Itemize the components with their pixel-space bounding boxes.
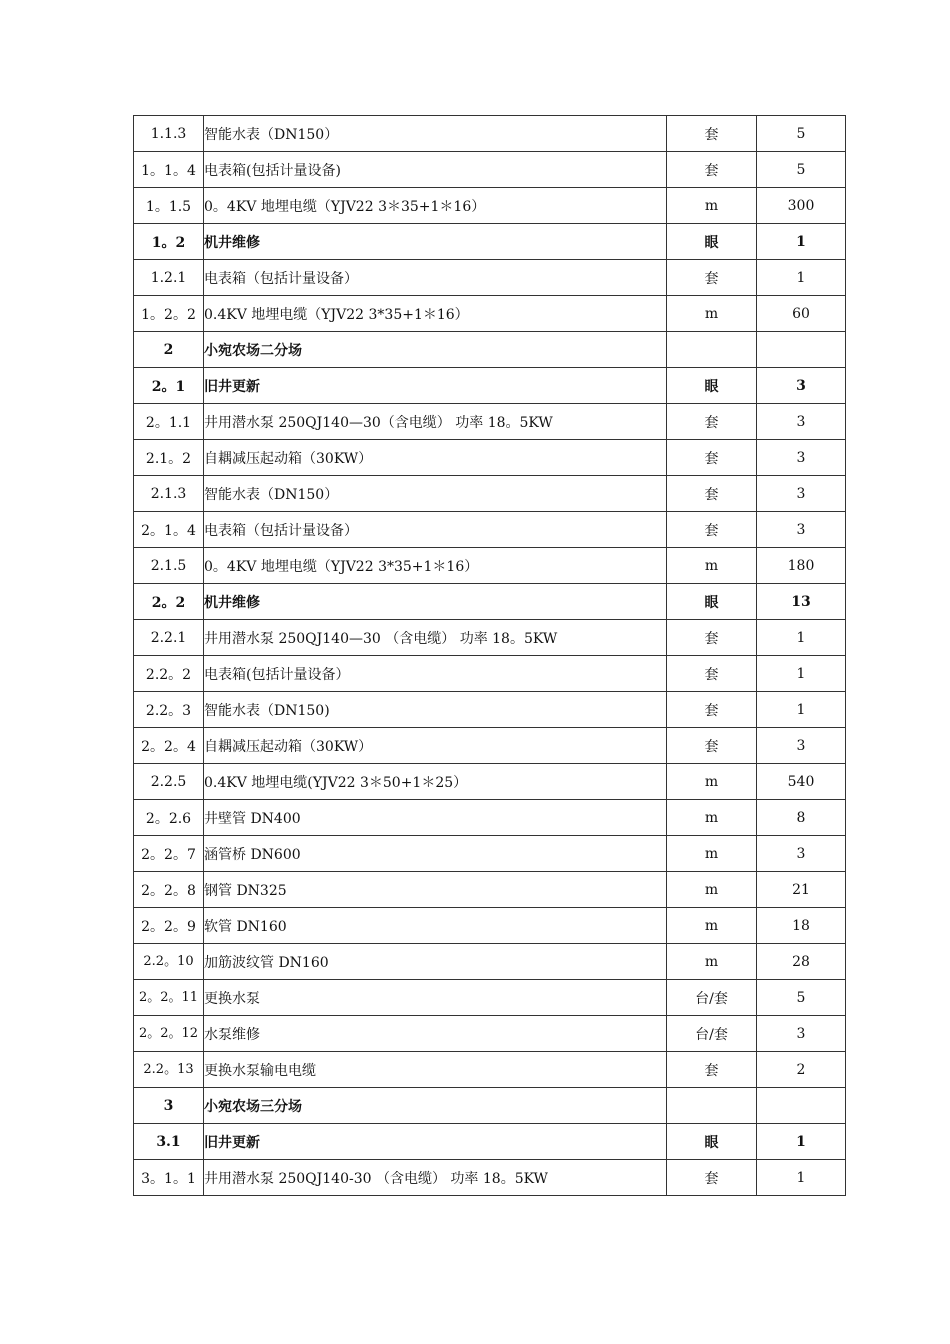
item-number: 2。2。9 <box>134 908 204 944</box>
item-number-text: 2.2。10 <box>143 953 194 969</box>
item-quantity: 3 <box>757 476 846 512</box>
item-number: 2.1.5 <box>134 548 204 584</box>
table-row <box>134 728 846 764</box>
item-unit: 套 <box>667 728 757 764</box>
item-number: 2 <box>134 332 204 368</box>
item-unit: 眼 <box>667 1124 757 1160</box>
document-page <box>133 115 845 1196</box>
item-number-text: 2。2。12 <box>138 1025 199 1041</box>
item-name: 小宛农场三分场 <box>204 1088 667 1124</box>
item-unit: 套 <box>667 440 757 476</box>
item-number-text: 2。2。11 <box>138 989 199 1005</box>
item-name: 自耦减压起动箱（30KW） <box>204 728 667 764</box>
item-unit <box>667 1088 757 1124</box>
table-row <box>134 512 846 548</box>
item-number: 1。1。4 <box>134 152 204 188</box>
item-quantity: 5 <box>757 116 846 152</box>
item-quantity: 1 <box>757 224 846 260</box>
item-unit: 套 <box>667 476 757 512</box>
table-row <box>134 764 846 800</box>
item-unit: m <box>667 872 757 908</box>
item-name: 0.4KV 地埋电缆（YJV22 3*35+1＊16） <box>204 296 667 332</box>
item-unit: 套 <box>667 620 757 656</box>
item-number: 2。2。8 <box>134 872 204 908</box>
item-unit: m <box>667 908 757 944</box>
table-row <box>134 188 846 224</box>
table-row <box>134 836 846 872</box>
item-quantity: 300 <box>757 188 846 224</box>
item-number: 2.1。2 <box>134 440 204 476</box>
item-number: 2。1。4 <box>134 512 204 548</box>
table-row <box>134 116 846 152</box>
table-row <box>134 944 846 980</box>
table-row <box>134 908 846 944</box>
item-unit: 台/套 <box>667 1016 757 1052</box>
item-name: 0。4KV 地埋电缆（YJV22 3＊35+1＊16） <box>204 188 667 224</box>
item-name: 0.4KV 地埋电缆(YJV22 3＊50+1＊25） <box>204 764 667 800</box>
item-name: 电表箱(包括计量设备) <box>204 152 667 188</box>
item-number: 1.1.3 <box>134 116 204 152</box>
item-quantity: 3 <box>757 404 846 440</box>
item-number: 3 <box>134 1088 204 1124</box>
item-name: 机井维修 <box>204 584 667 620</box>
item-unit: 套 <box>667 1160 757 1196</box>
section-row <box>134 332 846 368</box>
item-quantity: 3 <box>757 728 846 764</box>
item-quantity <box>757 332 846 368</box>
item-quantity: 60 <box>757 296 846 332</box>
item-number: 2.2.5 <box>134 764 204 800</box>
item-unit: m <box>667 296 757 332</box>
item-number <box>134 980 204 1016</box>
item-number <box>134 1016 204 1052</box>
item-number: 2。2。4 <box>134 728 204 764</box>
item-quantity: 18 <box>757 908 846 944</box>
table-row <box>134 152 846 188</box>
item-quantity: 180 <box>757 548 846 584</box>
item-name: 更换水泵 <box>204 980 667 1016</box>
item-quantity: 3 <box>757 1016 846 1052</box>
item-unit: 眼 <box>667 584 757 620</box>
item-quantity: 8 <box>757 800 846 836</box>
item-quantity: 3 <box>757 440 846 476</box>
table-row <box>134 1016 846 1052</box>
table-row <box>134 1160 846 1196</box>
item-unit: m <box>667 944 757 980</box>
item-quantity <box>757 1088 846 1124</box>
item-number <box>134 944 204 980</box>
item-unit: 套 <box>667 512 757 548</box>
item-number: 2.1.3 <box>134 476 204 512</box>
item-name: 水泵维修 <box>204 1016 667 1052</box>
item-name: 井壁管 DN400 <box>204 800 667 836</box>
item-name: 智能水表（DN150） <box>204 476 667 512</box>
item-name: 电表箱（包括计量设备） <box>204 512 667 548</box>
item-name: 电表箱(包括计量设备） <box>204 656 667 692</box>
item-quantity: 13 <box>757 584 846 620</box>
item-quantity: 1 <box>757 1160 846 1196</box>
item-unit: m <box>667 836 757 872</box>
table-row <box>134 872 846 908</box>
item-number: 3.1 <box>134 1124 204 1160</box>
item-number: 1。2 <box>134 224 204 260</box>
item-quantity: 1 <box>757 1124 846 1160</box>
item-unit <box>667 332 757 368</box>
item-name: 机井维修 <box>204 224 667 260</box>
item-number: 2。2。7 <box>134 836 204 872</box>
equipment-table <box>133 115 846 1196</box>
item-unit: 眼 <box>667 224 757 260</box>
item-name: 电表箱（包括计量设备） <box>204 260 667 296</box>
item-name: 加筋波纹管 DN160 <box>204 944 667 980</box>
item-name: 智能水表（DN150) <box>204 692 667 728</box>
item-quantity: 3 <box>757 368 846 404</box>
item-quantity: 540 <box>757 764 846 800</box>
item-unit: 套 <box>667 692 757 728</box>
item-quantity: 3 <box>757 512 846 548</box>
section-row <box>134 368 846 404</box>
item-number: 2.2。2 <box>134 656 204 692</box>
section-row <box>134 1088 846 1124</box>
item-name: 井用潜水泵 250QJ140-30 （含电缆） 功率 18。5KW <box>204 1160 667 1196</box>
table-row <box>134 440 846 476</box>
item-quantity: 5 <box>757 152 846 188</box>
item-name: 软管 DN160 <box>204 908 667 944</box>
item-unit: 套 <box>667 404 757 440</box>
item-unit: 套 <box>667 116 757 152</box>
item-quantity: 21 <box>757 872 846 908</box>
item-name: 旧井更新 <box>204 368 667 404</box>
item-unit: 套 <box>667 656 757 692</box>
item-quantity: 28 <box>757 944 846 980</box>
item-number: 2.2。3 <box>134 692 204 728</box>
item-number: 1。2。2 <box>134 296 204 332</box>
table-row <box>134 656 846 692</box>
table-row <box>134 1052 846 1088</box>
table-row <box>134 296 846 332</box>
item-number: 1。1.5 <box>134 188 204 224</box>
item-number: 1.2.1 <box>134 260 204 296</box>
item-quantity: 1 <box>757 620 846 656</box>
item-unit: 套 <box>667 260 757 296</box>
section-row <box>134 1124 846 1160</box>
item-number: 3。1。1 <box>134 1160 204 1196</box>
item-unit: 台/套 <box>667 980 757 1016</box>
item-unit: 套 <box>667 1052 757 1088</box>
table-row <box>134 548 846 584</box>
item-name: 旧井更新 <box>204 1124 667 1160</box>
item-name: 智能水表（DN150） <box>204 116 667 152</box>
item-unit: 套 <box>667 152 757 188</box>
item-unit: m <box>667 548 757 584</box>
table-row <box>134 476 846 512</box>
item-number: 2。1 <box>134 368 204 404</box>
item-number <box>134 1052 204 1088</box>
section-row <box>134 584 846 620</box>
equipment-table-body <box>134 116 846 1196</box>
item-name: 涵管桥 DN600 <box>204 836 667 872</box>
table-row <box>134 260 846 296</box>
table-row <box>134 620 846 656</box>
item-number: 2.2.1 <box>134 620 204 656</box>
item-name: 自耦减压起动箱（30KW） <box>204 440 667 476</box>
section-row <box>134 224 846 260</box>
item-quantity: 3 <box>757 836 846 872</box>
item-unit: m <box>667 188 757 224</box>
item-quantity: 5 <box>757 980 846 1016</box>
item-name: 钢管 DN325 <box>204 872 667 908</box>
table-row <box>134 800 846 836</box>
table-row <box>134 980 846 1016</box>
table-row <box>134 404 846 440</box>
item-unit: m <box>667 800 757 836</box>
item-unit: 眼 <box>667 368 757 404</box>
item-quantity: 2 <box>757 1052 846 1088</box>
table-row <box>134 692 846 728</box>
item-name: 井用潜水泵 250QJ140—30（含电缆） 功率 18。5KW <box>204 404 667 440</box>
item-quantity: 1 <box>757 692 846 728</box>
item-unit: m <box>667 764 757 800</box>
item-name: 更换水泵输电电缆 <box>204 1052 667 1088</box>
item-number: 2。2 <box>134 584 204 620</box>
item-quantity: 1 <box>757 260 846 296</box>
item-name: 小宛农场二分场 <box>204 332 667 368</box>
item-number: 2。2.6 <box>134 800 204 836</box>
item-number-text: 2.2。13 <box>143 1061 194 1077</box>
item-name: 0。4KV 地埋电缆（YJV22 3*35+1＊16） <box>204 548 667 584</box>
item-name: 井用潜水泵 250QJ140—30 （含电缆） 功率 18。5KW <box>204 620 667 656</box>
item-number: 2。1.1 <box>134 404 204 440</box>
item-quantity: 1 <box>757 656 846 692</box>
